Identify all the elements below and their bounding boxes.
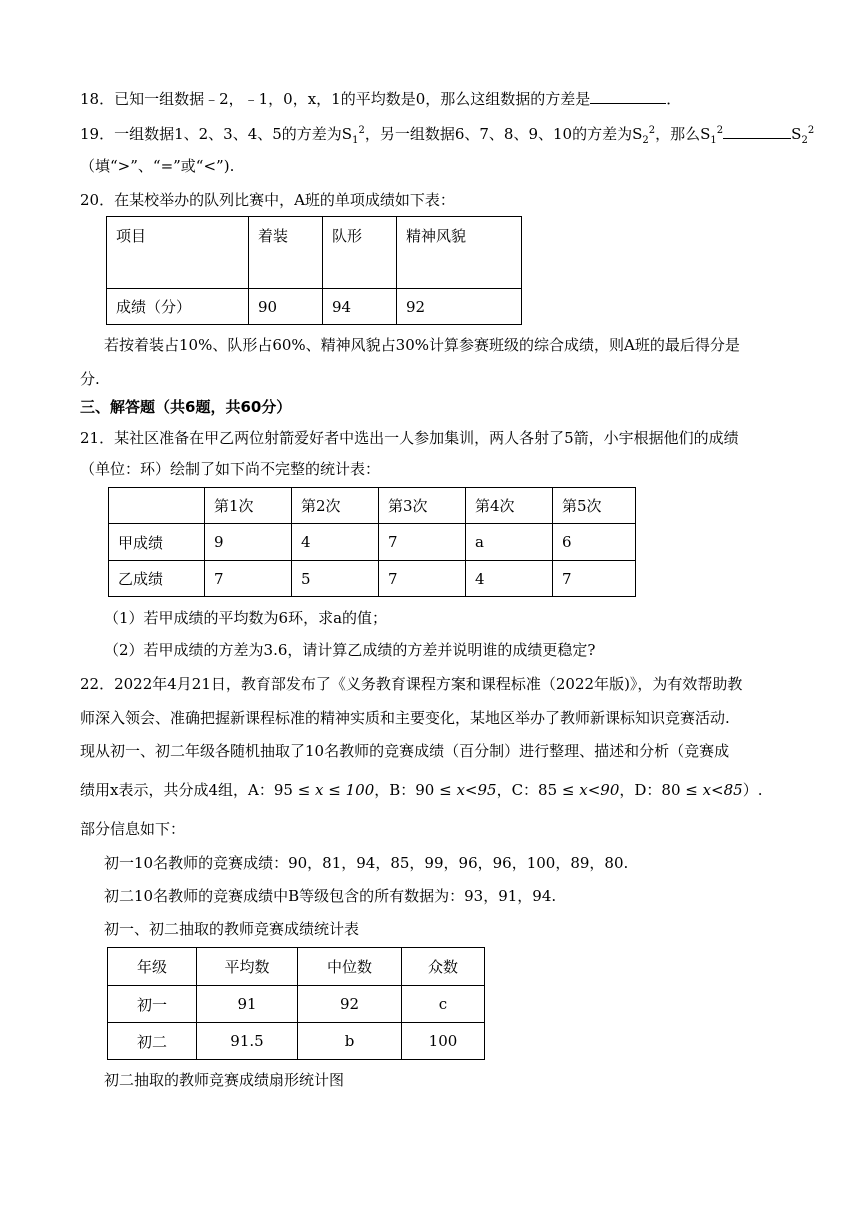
table-cell: 100: [402, 1023, 485, 1060]
q19-sub-3: 1: [710, 135, 717, 146]
q22-text: ）.: [742, 781, 763, 799]
question-22: 22．2022年4月21日，教育部发布了《义务教育课程方案和课程标准（2022年版)》，为有效帮助教: [80, 675, 743, 693]
q22-info-1: 初一10名教师的竞赛成绩：90，81，94，85，99，96，96，100，89，80.: [104, 854, 629, 872]
q19-sup-3: 2: [716, 125, 724, 136]
table-cell: 7: [553, 561, 636, 597]
table-cell: 7: [205, 561, 292, 597]
table-cell: 4: [466, 561, 553, 597]
table-cell: 精神风貌: [397, 217, 522, 289]
question-20: 20．在某校举办的队列比赛中，A班的单项成绩如下表：: [80, 191, 455, 209]
table-cell: 成绩（分）: [107, 289, 249, 325]
answer-blank: [723, 124, 791, 139]
q19-sup-4: 2: [807, 125, 815, 136]
table-cell: 初一: [108, 986, 197, 1023]
table-cell: 众数: [402, 948, 485, 986]
question-19: [80, 124, 814, 144]
table-cell: 项目: [107, 217, 249, 289]
table-cell: b: [298, 1023, 402, 1060]
q22-chart-title: 初二抽取的教师竞赛成绩扇形统计图: [104, 1071, 345, 1089]
q19-sub-4: 2: [801, 135, 808, 146]
q22-line-5: 部分信息如下：: [80, 820, 186, 838]
q19-text-4: S: [791, 125, 802, 143]
table-cell: 平均数: [197, 948, 298, 986]
q22-text: ，C：85: [496, 781, 562, 799]
q22-math: ≤ x<95: [439, 781, 497, 799]
table-cell: 乙成绩: [109, 561, 205, 597]
q19-sub-1: 1: [352, 135, 359, 146]
question-21: 21．某社区准备在甲乙两位射箭爱好者中选出一人参加集训，两人各射了5箭，小宇根据他们的成绩: [80, 429, 739, 447]
table-cell: 着装: [249, 217, 323, 289]
table-cell: [109, 488, 205, 524]
q19-sup-1: 2: [358, 125, 365, 136]
q22-text: ，B：90: [374, 781, 440, 799]
q22-math: ≤ x<90: [561, 781, 620, 799]
q22-table-title: 初一、初二抽取的教师竞赛成绩统计表: [104, 920, 360, 938]
table-cell: 队形: [323, 217, 397, 289]
table-cell: 第3次: [379, 488, 466, 524]
question-18: [80, 89, 681, 109]
table-cell: 第4次: [466, 488, 553, 524]
q19-sub-2: 2: [642, 135, 649, 146]
table-cell: 94: [323, 289, 397, 325]
q22-text: ，D：80: [619, 781, 686, 799]
q20-table: [106, 216, 522, 325]
table-cell: 甲成绩: [109, 524, 205, 561]
q22-math: ≤ x ≤ 100: [297, 781, 375, 799]
table-cell: 7: [379, 524, 466, 561]
section-title: 三、解答题（共6题，共60分）: [80, 398, 292, 416]
q21-sub-2: （2）若甲成绩的方差为3.6，请计算乙成绩的方差并说明谁的成绩更稳定?: [104, 641, 596, 659]
q19-text-1: 19．一组数据1、2、3、4、5的方差为S: [80, 125, 353, 143]
table-cell: 92: [397, 289, 522, 325]
table-cell: 第5次: [553, 488, 636, 524]
q22-table: [107, 947, 485, 1060]
q19-sup-2: 2: [648, 125, 656, 136]
table-cell: c: [402, 986, 485, 1023]
q22-info-2: 初二10名教师的竞赛成绩中B等级包含的所有数据为：93，91，94.: [104, 887, 557, 905]
table-cell: 第2次: [292, 488, 379, 524]
q20-line-2: 分.: [80, 370, 100, 388]
table-cell: 90: [249, 289, 323, 325]
q20-line-1: 若按着装占10%、队形占60%、精神风貌占30%计算参赛班级的综合成绩，则A班的最后得分是: [104, 336, 740, 354]
q19-line-2: （填“>”、“=”或“<”).: [80, 157, 235, 175]
table-cell: 6: [553, 524, 636, 561]
table-cell: 初二: [108, 1023, 197, 1060]
table-cell: 9: [205, 524, 292, 561]
table-cell: 5: [292, 561, 379, 597]
q18-end: ．: [666, 90, 682, 108]
table-cell: 年级: [108, 948, 197, 986]
q19-text-3: ，那么S: [655, 125, 711, 143]
table-cell: 中位数: [298, 948, 402, 986]
q22-math: ≤ x<85: [685, 781, 743, 799]
q22-line-2: 师深入领会、准确把握新课程标准的精神实质和主要变化，某地区举办了教师新课标知识竞赛活动.: [80, 709, 730, 727]
q18-text: 18．已知一组数据﹣2，﹣1，0，x，1的平均数是0，那么这组数据的方差是: [80, 90, 591, 108]
q22-line-4: [80, 780, 763, 800]
table-cell: 91: [197, 986, 298, 1023]
table-cell: a: [466, 524, 553, 561]
q19-text-2: ，另一组数据6、7、8、9、10的方差为S: [364, 125, 643, 143]
table-cell: 92: [298, 986, 402, 1023]
q21-table: [108, 487, 636, 597]
table-cell: 4: [292, 524, 379, 561]
q21-line-2: （单位：环）绘制了如下尚不完整的统计表：: [80, 460, 381, 478]
table-cell: 第1次: [205, 488, 292, 524]
table-cell: 91.5: [197, 1023, 298, 1060]
q21-sub-1: （1）若甲成绩的平均数为6环，求a的值；: [104, 609, 388, 627]
table-cell: 7: [379, 561, 466, 597]
q22-text: 绩用x表示，共分成4组，A：95: [80, 781, 298, 799]
answer-blank: [590, 89, 666, 104]
q22-line-3: 现从初一、初二年级各随机抽取了10名教师的竞赛成绩（百分制）进行整理、描述和分析（竞赛成: [80, 742, 730, 760]
